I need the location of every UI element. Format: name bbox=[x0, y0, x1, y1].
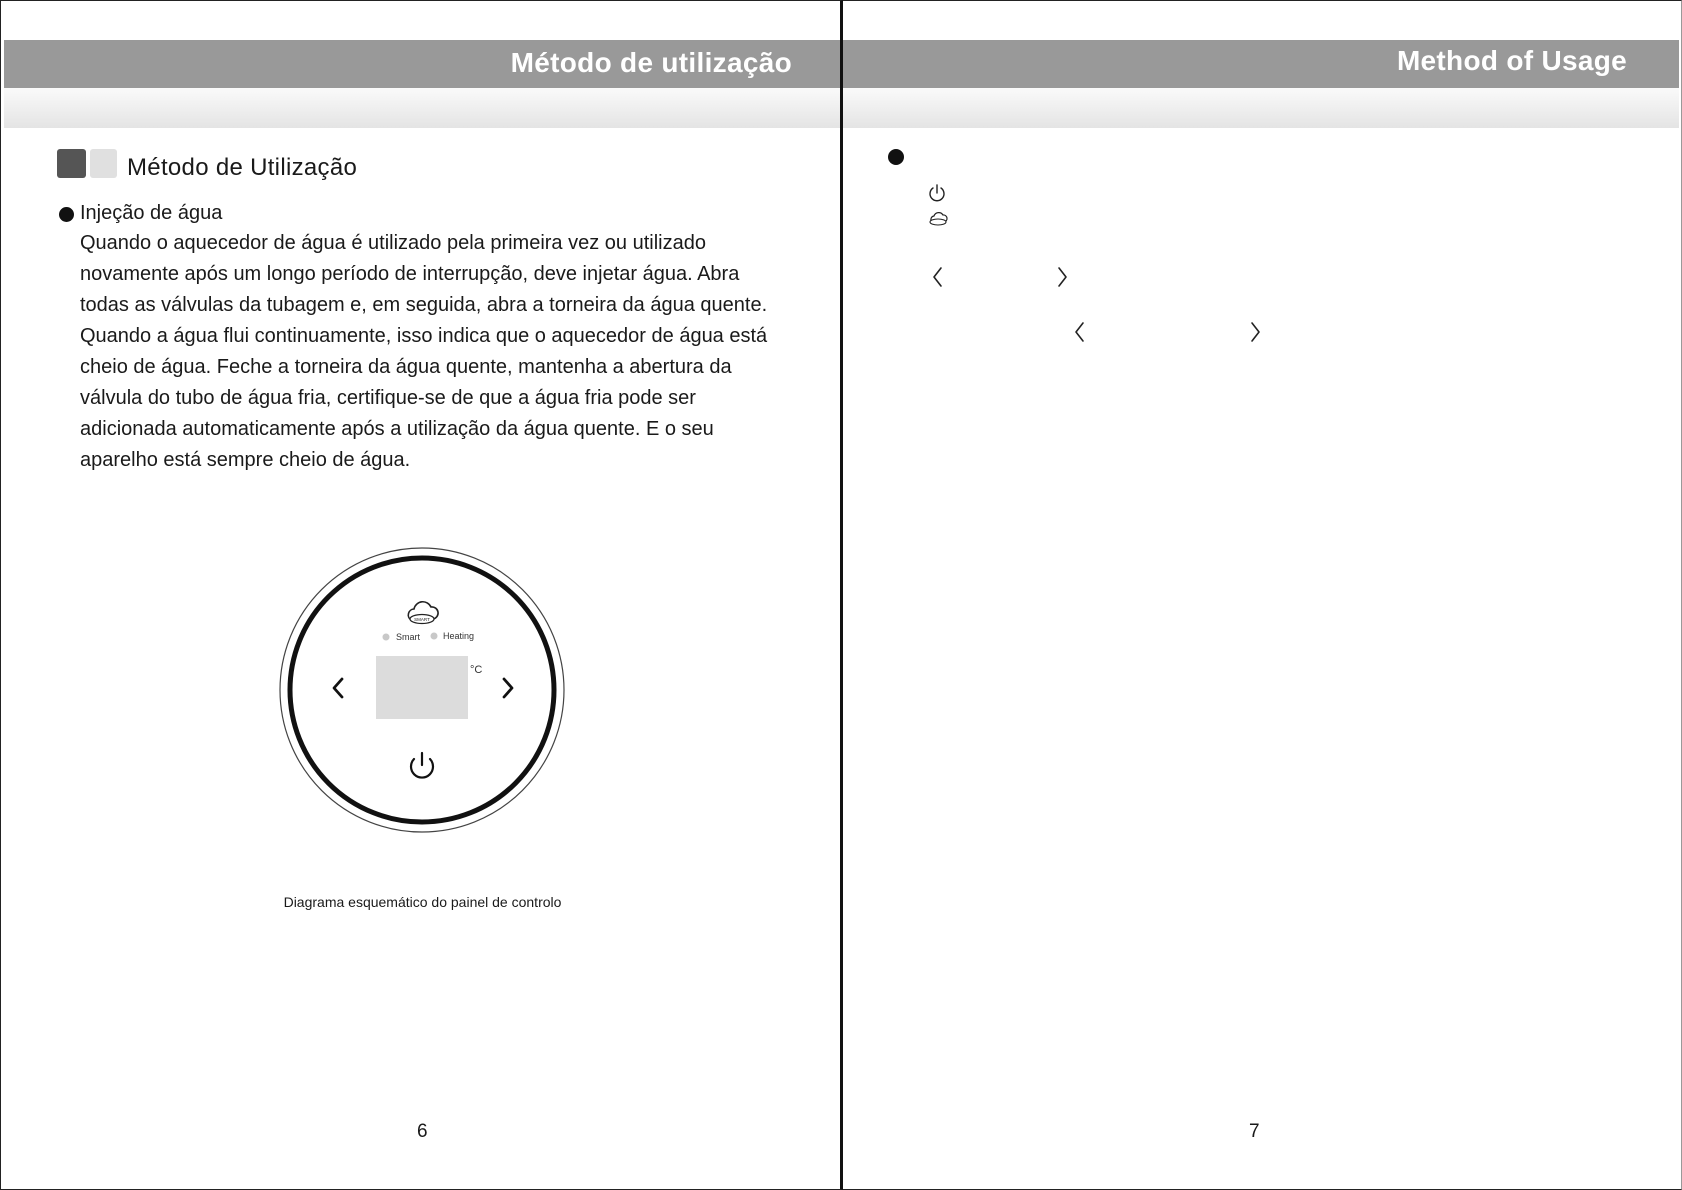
header-gradient-strip bbox=[843, 88, 1679, 128]
light-square-marker bbox=[90, 149, 117, 178]
body-paragraph: Quando o aquecedor de água é utilizado pela primeira vez ou utilizado novamente após um longo período de interrupção, deve injetar água. Abra todas as válvulas da tubagem e, em seguida, abra a torneira da água quente. Quando a água flui continuamente, isso indica que o aquecedor de água está cheio de água. Feche a torneira da água quente, mantenha a abertura da válvula do tubo de água fria, certifique-se de que a água fria pode ser adicionada automaticamente após a utilização da água quente. E o seu aparelho está sempre cheio de água. bbox=[80, 232, 768, 471]
heating-indicator-label: Heating bbox=[443, 631, 475, 641]
control-panel-diagram bbox=[278, 546, 566, 834]
bullet-icon bbox=[888, 149, 904, 165]
chevron-right-icon bbox=[504, 679, 512, 697]
chevron-right-icon bbox=[1055, 266, 1069, 288]
subsection-title: Injeção de água bbox=[80, 202, 223, 224]
page-number: 7 bbox=[1249, 1121, 1260, 1142]
smart-cloud-icon bbox=[408, 602, 438, 624]
header-gradient-strip bbox=[4, 88, 840, 128]
celsius-unit: °C bbox=[470, 664, 483, 676]
power-icon bbox=[411, 753, 433, 778]
heating-indicator-dot bbox=[431, 633, 438, 640]
chevron-right-icon bbox=[1248, 321, 1262, 343]
control-panel-svg bbox=[278, 546, 566, 834]
power-icon bbox=[928, 183, 946, 203]
dark-square-marker bbox=[57, 149, 86, 178]
section-title: Método de Utilização bbox=[127, 154, 358, 181]
page-number: 6 bbox=[417, 1121, 428, 1142]
smart-cloud-icon bbox=[928, 211, 948, 227]
temperature-display bbox=[376, 656, 468, 719]
header-bar bbox=[843, 40, 1679, 88]
diagram-caption: Diagrama esquemático do painel de controlo bbox=[283, 894, 562, 910]
page-header-title: Método de utilização bbox=[510, 47, 792, 78]
smart-indicator-label: Smart bbox=[396, 632, 421, 642]
chevron-left-icon bbox=[931, 266, 945, 288]
right-page bbox=[843, 0, 1682, 1190]
smart-indicator-dot bbox=[383, 634, 390, 641]
smart-icon-label: SMART bbox=[414, 617, 430, 622]
header-bar bbox=[4, 40, 840, 88]
chevron-left-icon bbox=[334, 679, 342, 697]
bullet-icon bbox=[59, 207, 74, 222]
chevron-left-icon bbox=[1073, 321, 1087, 343]
page-header-title: Method of Usage bbox=[1396, 45, 1627, 76]
